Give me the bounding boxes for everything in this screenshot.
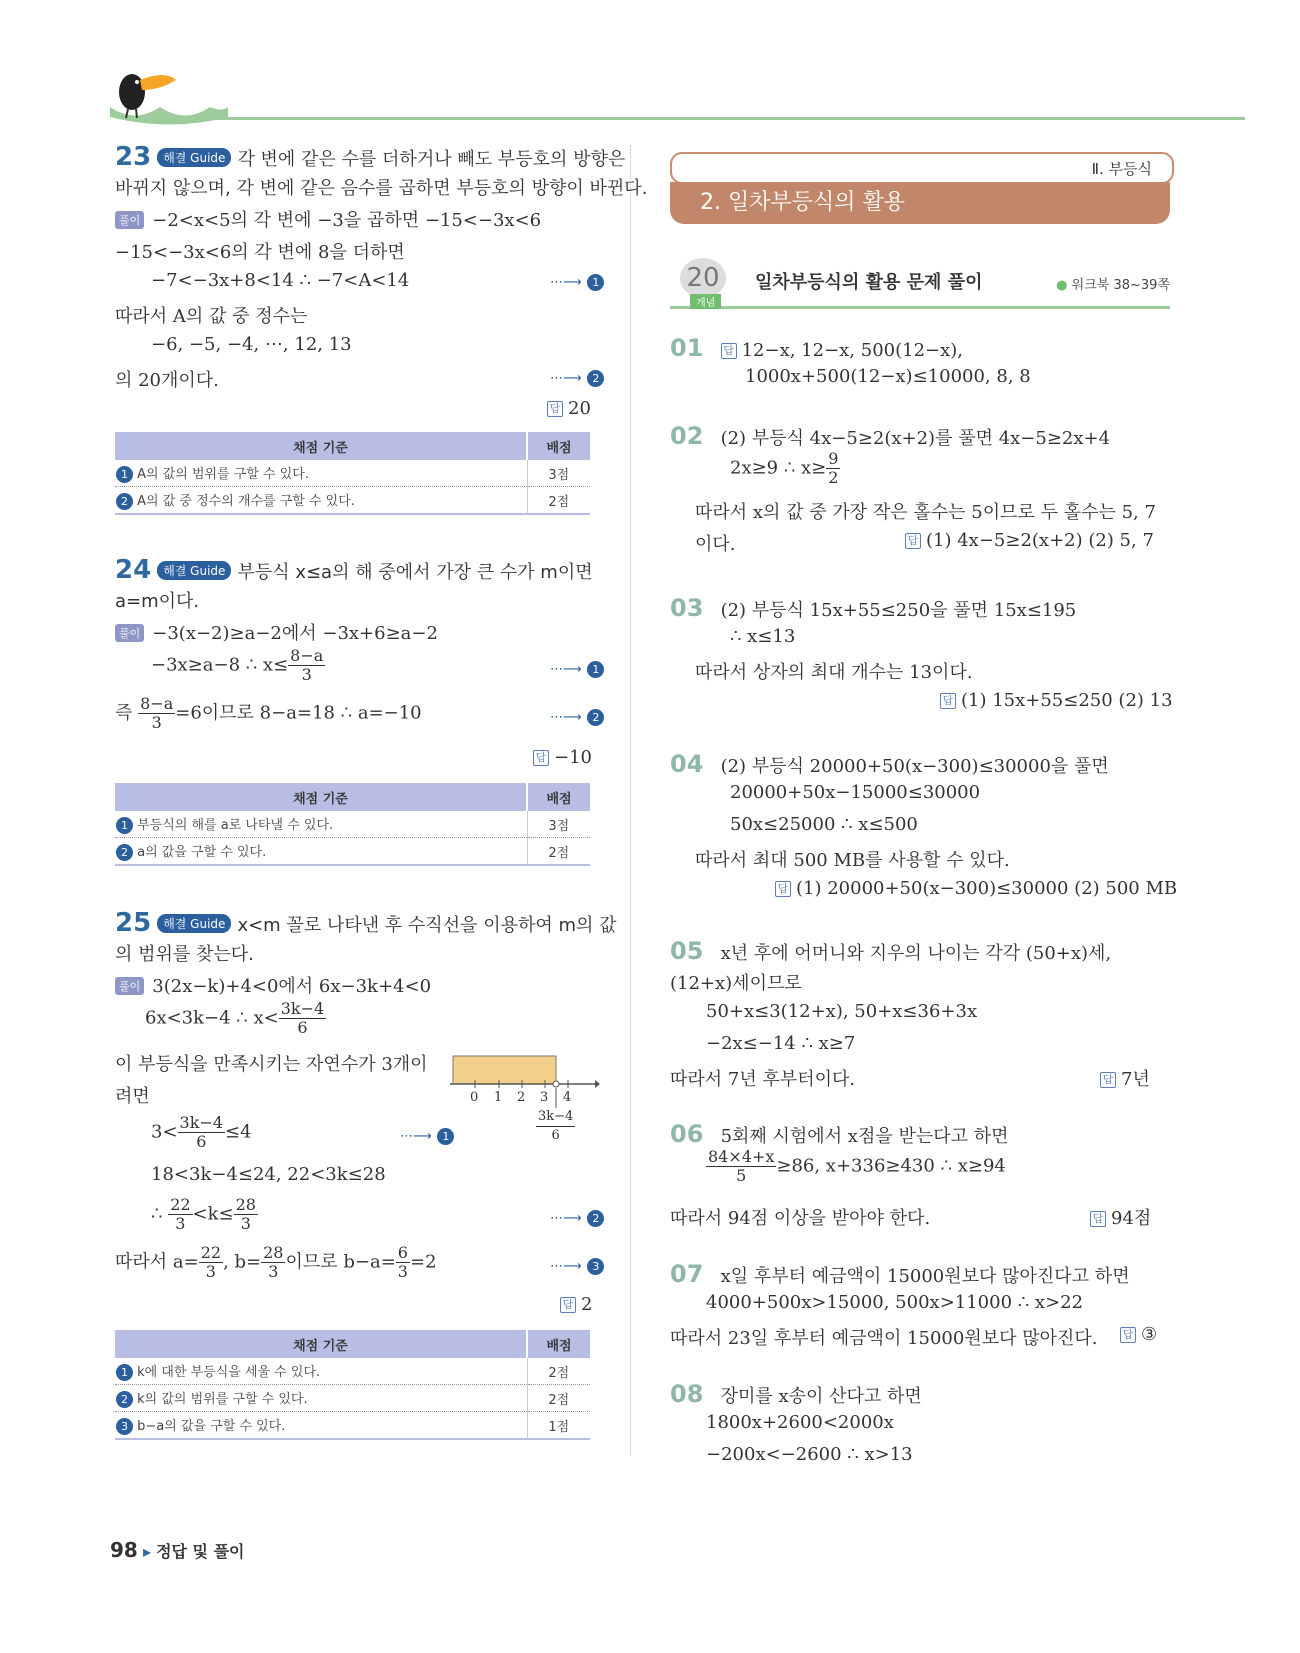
- toucan-logo: [110, 62, 230, 132]
- header-rule: [205, 117, 1245, 120]
- scoring-table: 채점 기준 배점 1 A의 값의 범위를 구할 수 있다. 3점 2 A의 값 중 정수의 개수를 구할 수 있다. 2점: [115, 432, 590, 515]
- solution-badge: 풀이: [115, 211, 144, 229]
- scoring-table: 채점 기준 배점 1 부등식의 해를 a로 나타낼 수 있다. 3점 2 a의 값을 구할 수 있다. 2점: [115, 783, 590, 866]
- page-footer: 98 ▸ 정답 및 풀이: [110, 1538, 245, 1562]
- answer-value: 20: [568, 398, 591, 419]
- number-line: 0 1 2 3 4 $\frac{3k-4}{6}$: [450, 1048, 600, 1143]
- section-label: Ⅱ. 부등식: [1091, 160, 1152, 178]
- section-box: [670, 152, 1174, 184]
- concept-header: 20 개념 일차부등식의 활용 문제 풀이 ● 워크북 38~39쪽: [670, 258, 1170, 309]
- concept-title: 일차부등식의 활용 문제 풀이: [755, 272, 983, 293]
- answer-icon: 답: [547, 401, 563, 417]
- column-divider: [630, 145, 631, 1455]
- scoring-table: 채점 기준 배점 1 k에 대한 부등식을 세울 수 있다. 2점 2 k의 값의 범위를 구할 수 있다. 2점 3 b−a의 값을 구할 수 있다. 1점: [115, 1330, 590, 1440]
- footer-label: 정답 및 풀이: [156, 1542, 245, 1561]
- concept-number: 20: [680, 258, 726, 298]
- page-number: 98: [110, 1538, 138, 1562]
- workbook-ref: 워크북 38~39쪽: [1071, 278, 1170, 293]
- problem-number: 23: [115, 142, 152, 172]
- chapter-title: 2. 일차부등식의 활용: [700, 190, 905, 215]
- chapter-title-bar: [670, 182, 1170, 224]
- guide-badge: 해결 Guide: [157, 148, 231, 167]
